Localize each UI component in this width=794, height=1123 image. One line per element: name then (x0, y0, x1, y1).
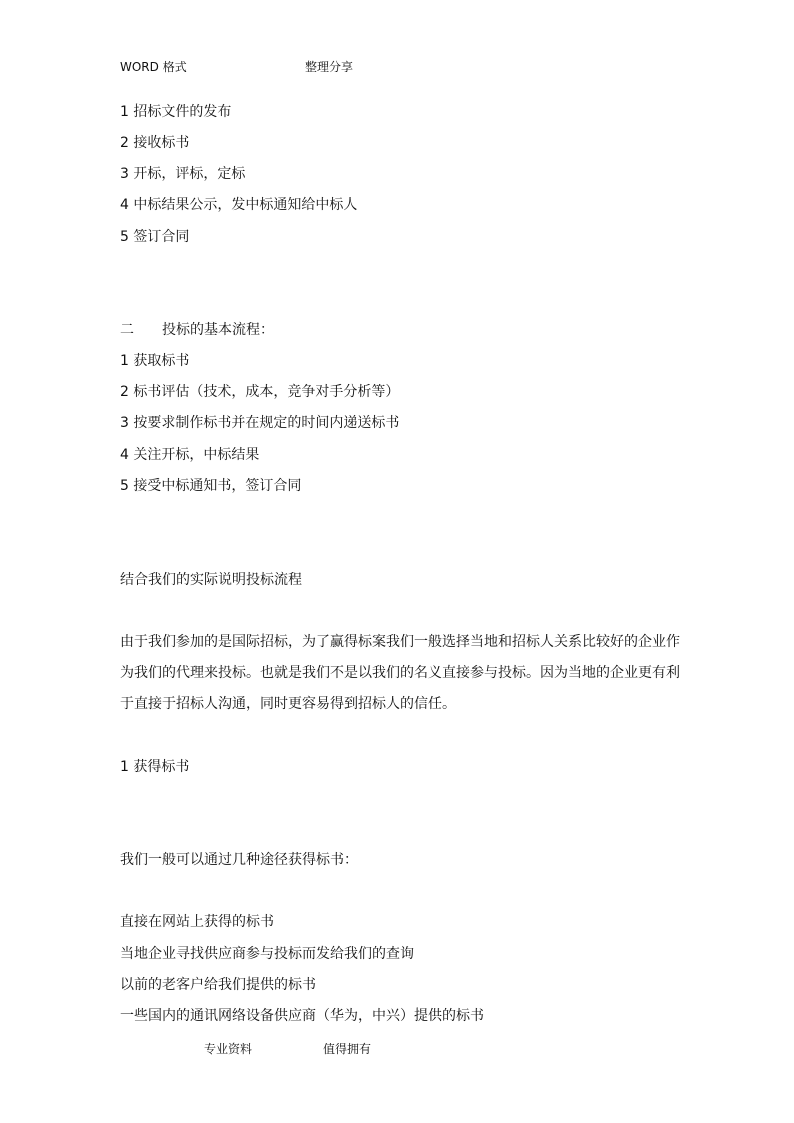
list-item: 2 接收标书 (120, 135, 190, 151)
intro-text: 我们一般可以通过几种途径获得标书： (120, 852, 358, 868)
list-item: 以前的老客户给我们提供的标书 (120, 977, 316, 993)
section-number: 二 (120, 322, 134, 338)
list-item: 3 开标，评标，定标 (120, 166, 246, 182)
paragraph-line: 于直接于招标人沟通，同时更容易得到招标人的信任。 (120, 696, 456, 712)
header-right-label: 整理分享 (305, 60, 354, 74)
list-item: 5 签订合同 (120, 229, 190, 245)
header-left-label: WORD 格式 (120, 60, 187, 74)
list-item: 4 关注开标，中标结果 (120, 447, 260, 463)
subheading: 1 获得标书 (120, 759, 190, 775)
list-item: 1 招标文件的发布 (120, 104, 232, 120)
footer-left-label: 专业资料 (204, 1042, 253, 1056)
list-item: 4 中标结果公示，发中标通知给中标人 (120, 197, 358, 213)
section-heading: 结合我们的实际说明投标流程 (120, 572, 302, 588)
list-item: 当地企业寻找供应商参与投标而发给我们的查询 (120, 946, 414, 962)
paragraph-line: 由于我们参加的是国际招标，为了赢得标案我们一般选择当地和招标人关系比较好的企业作 (120, 634, 680, 650)
list-item: 直接在网站上获得的标书 (120, 914, 274, 930)
list-item: 1 获取标书 (120, 353, 190, 369)
list-item: 5 接受中标通知书，签订合同 (120, 478, 302, 494)
footer-right-label: 值得拥有 (323, 1042, 372, 1056)
paragraph-line: 为我们的代理来投标。也就是我们不是以我们的名义直接参与投标。因为当地的企业更有利 (120, 665, 680, 681)
list-item: 3 按要求制作标书并在规定的时间内递送标书 (120, 415, 400, 431)
list-item: 2 标书评估（技术，成本，竞争对手分析等） (120, 384, 400, 400)
list-item: 一些国内的通讯网络设备供应商（华为，中兴）提供的标书 (120, 1008, 484, 1024)
section-title: 投标的基本流程： (162, 322, 274, 338)
